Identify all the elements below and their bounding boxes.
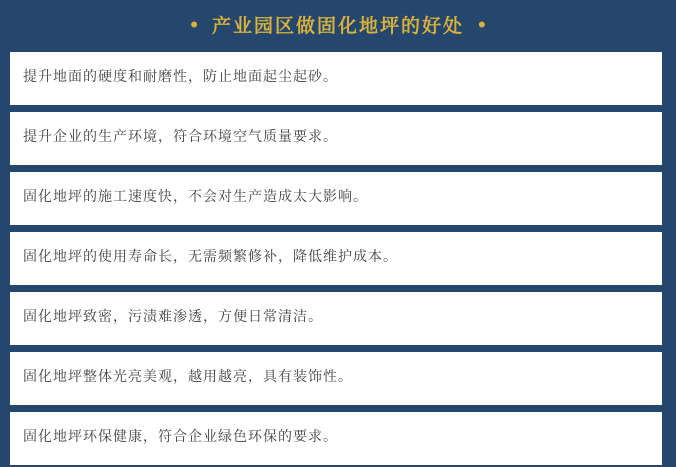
list-item-text: 固化地坪整体光亮美观，越用越亮，具有装饰性。 [23, 367, 353, 384]
header [0, 0, 676, 52]
page-title: 产业园区做固化地坪的好处 [211, 15, 464, 37]
list-item-text: 固化地坪致密，污渍难渗透，方便日常清洁。 [23, 307, 323, 324]
benefit-list [0, 52, 676, 465]
list-item [10, 412, 662, 465]
list-item-text: 固化地坪的施工速度快，不会对生产造成太大影响。 [23, 187, 368, 204]
list-item [10, 232, 662, 285]
list-item [10, 112, 662, 165]
list-item [10, 352, 662, 405]
list-item-text: 固化地坪环保健康，符合企业绿色环保的要求。 [23, 427, 338, 444]
list-item [10, 52, 662, 105]
list-item [10, 292, 662, 345]
list-item [10, 172, 662, 225]
list-item-text: 固化地坪的使用寿命长，无需频繁修补，降低维护成本。 [23, 247, 398, 264]
bullet-left-icon: • [190, 12, 198, 37]
list-item-text: 提升企业的生产环境，符合环境空气质量要求。 [23, 127, 338, 144]
list-item-text: 提升地面的硬度和耐磨性，防止地面起尘起砂。 [23, 67, 338, 84]
bullet-right-icon: • [478, 12, 486, 37]
